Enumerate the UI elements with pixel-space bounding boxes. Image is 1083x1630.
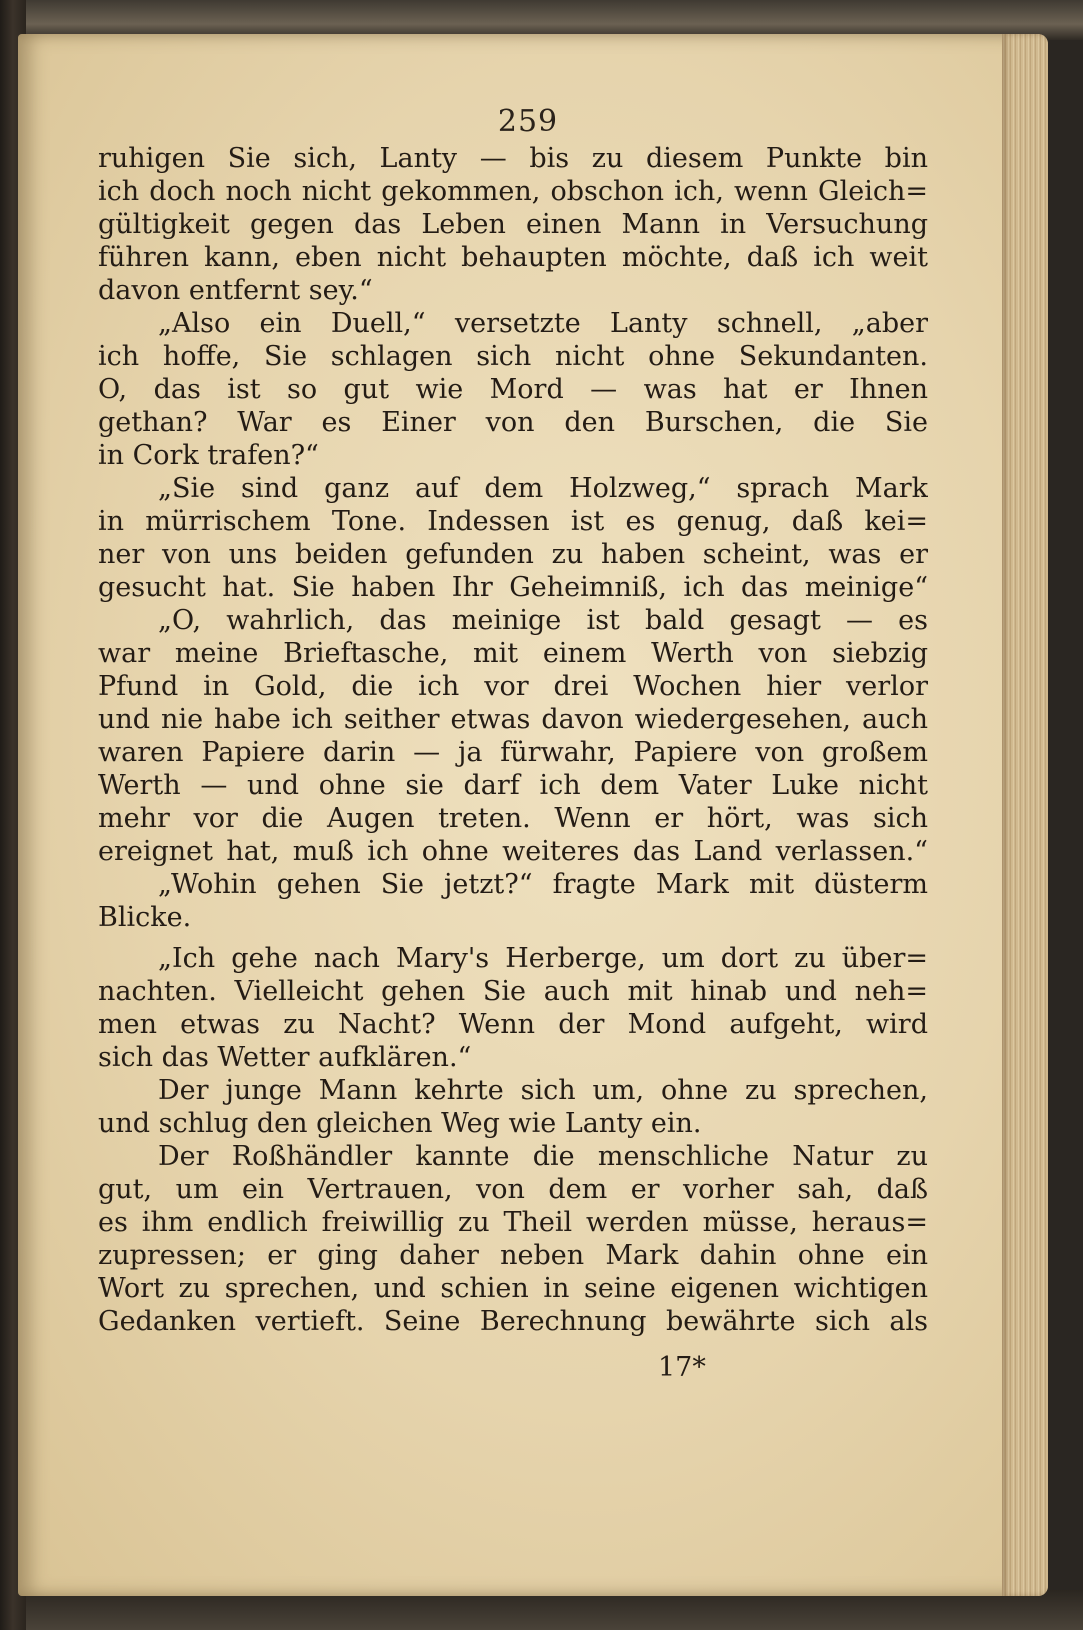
text-line: ruhigen Sie sich, Lanty — bis zu diesem Punkte bin [98, 143, 928, 174]
text-line: ereignet hat, muß ich ohne weiteres das Land verlassen.“ [98, 836, 928, 867]
text-line: „Also ein Duell,“ versetzte Lanty schnell, „aber [158, 308, 928, 339]
text-line: zupressen; er ging daher neben Mark dahin ohne ein [98, 1240, 928, 1271]
text-line: davon entfernt sey.“ [98, 275, 373, 306]
text-line: es ihm endlich freiwillig zu Theil werden müsse, heraus= [98, 1207, 928, 1238]
text-line: waren Papiere darin — ja fürwahr, Papiere von großem [98, 737, 928, 768]
text-line: Pfund in Gold, die ich vor drei Wochen hier verlor [98, 671, 928, 702]
text-line: nachten. Vielleicht gehen Sie auch mit hinab und neh= [98, 976, 928, 1007]
signature-mark: 17* [658, 1352, 706, 1383]
text-line: war meine Brieftasche, mit einem Werth von siebzig [98, 638, 928, 669]
paragraph-gap [98, 934, 928, 942]
text-line: gut, um ein Vertrauen, von dem er vorher sah, daß [98, 1174, 928, 1205]
text-line: Blicke. [98, 902, 192, 933]
text-line: O, das ist so gut wie Mord — was hat er Ihnen [98, 374, 928, 405]
text-line: und schlug den gleichen Weg wie Lanty ein. [98, 1108, 702, 1139]
text-line: „O, wahrlich, das meinige ist bald gesagt — es [158, 605, 928, 636]
text-line: in mürrischem Tone. Indessen ist es genug, daß kei= [98, 506, 928, 537]
text-line: „Wohin gehen Sie jetzt?“ fragte Mark mit düsterm [158, 869, 928, 900]
text-line: „Ich gehe nach Mary's Herberge, um dort zu über= [158, 943, 928, 974]
binding-bottom [0, 1590, 1083, 1630]
page-edges [1002, 34, 1048, 1596]
text-line: „Sie sind ganz auf dem Holzweg,“ sprach Mark [158, 473, 928, 504]
text-line: gethan? War es Einer von den Burschen, die Sie [98, 407, 928, 438]
text-line: gesucht hat. Sie haben Ihr Geheimniß, ich das meinige“ [98, 572, 928, 603]
text-line: men etwas zu Nacht? Wenn der Mond aufgeht, wird [98, 1009, 928, 1040]
text-line: und nie habe ich seither etwas davon wiedergesehen, auch [98, 704, 928, 735]
page-number: 259 [497, 104, 559, 139]
text-line: Werth — und ohne sie darf ich dem Vater Luke nicht [98, 770, 928, 801]
text-line: führen kann, eben nicht behaupten möchte, daß ich weit [98, 242, 928, 273]
text-line: sich das Wetter aufklären.“ [98, 1042, 472, 1073]
book-page [18, 34, 1048, 1596]
body-text [98, 142, 928, 1338]
text-line: ner von uns beiden gefunden zu haben scheint, was er [98, 539, 928, 570]
text-line: Gedanken vertieft. Seine Berechnung bewährte sich als [98, 1306, 928, 1337]
text-line: in Cork trafen?“ [98, 440, 319, 471]
text-line: mehr vor die Augen treten. Wenn er hört, was sich [98, 803, 928, 834]
text-line: Der Roßhändler kannte die menschliche Natur zu [158, 1141, 928, 1172]
text-line: Wort zu sprechen, und schien in seine eigenen wichtigen [98, 1273, 928, 1304]
text-line: ich hoffe, Sie schlagen sich nicht ohne Sekundanten. [98, 341, 928, 372]
text-line: gültigkeit gegen das Leben einen Mann in Versuchung [98, 209, 928, 240]
text-line: Der junge Mann kehrte sich um, ohne zu sprechen, [158, 1075, 928, 1106]
text-line: ich doch noch nicht gekommen, obschon ich, wenn Gleich= [98, 176, 928, 207]
